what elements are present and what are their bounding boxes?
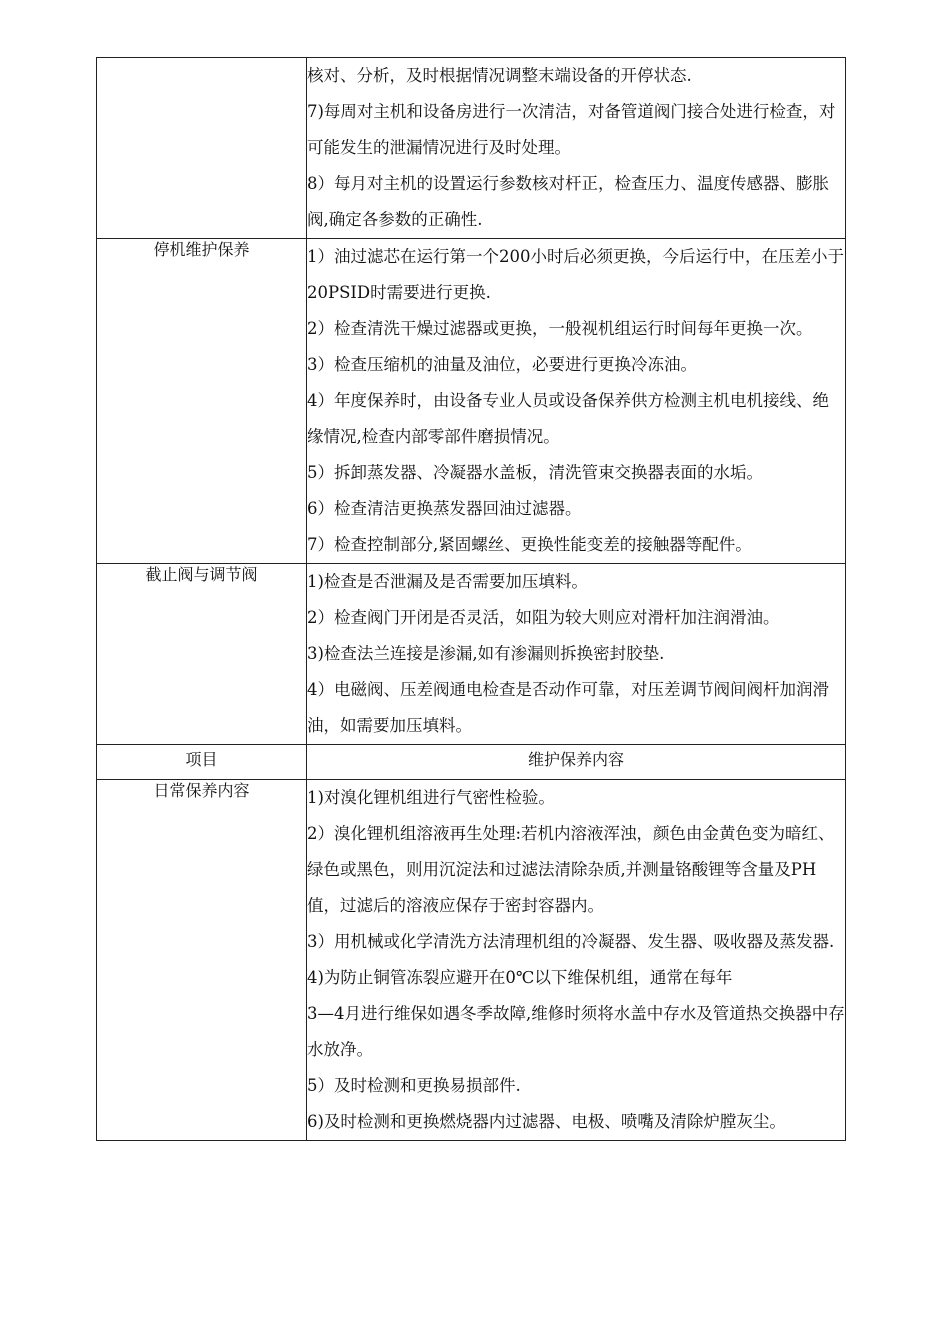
content-line: 1）油过滤芯在运行第一个200小时后必须更换，今后运行中，在压差小于20PSID时需要进行更换.: [307, 247, 844, 302]
content-line: 8）每月对主机的设置运行参数核对杆正，检查压力、温度传感器、膨胀阀,确定各参数的正确性.: [307, 174, 829, 229]
table-row: [97, 58, 846, 239]
content-line: 1)检查是否泄漏及是否需要加压填料。: [307, 572, 588, 591]
content-line: 3)检查法兰连接是渗漏,如有渗漏则拆换密封胶垫.: [307, 644, 665, 663]
content-line: 2）检查阀门开闭是否灵活，如阻为较大则应对滑杆加注润滑油。: [307, 608, 780, 627]
table-row: [97, 564, 846, 745]
table-row: [97, 780, 846, 1141]
content-line: 7)每周对主机和设备房进行一次清洁，对备管道阀门接合处进行检查，对可能发生的泄漏情况进行及时处理。: [307, 102, 836, 157]
item-cell: [97, 58, 307, 239]
content-cell: [307, 239, 846, 564]
item-cell: 截止阀与调节阀: [97, 564, 307, 745]
content-line: 1)对溴化锂机组进行气密性检验。: [307, 788, 555, 807]
content-cell: [307, 58, 846, 239]
content-line: 5）及时检测和更换易损部件.: [307, 1076, 521, 1095]
content-line: 4）电磁阀、压差阀通电检查是否动作可靠，对压差调节阀间阀杆加润滑油，如需要加压填料。: [307, 680, 829, 735]
content-line: 2）溴化锂机组溶液再生处理:若机内溶液浑浊，颜色由金黄色变为暗红、绿色或黑色，则用沉淀法和过滤法清除杂质,并测量铬酸锂等含量及PH值，过滤后的溶液应保存于密封容器内。: [307, 824, 835, 915]
table-header-row: [97, 745, 846, 780]
content-cell: [307, 564, 846, 745]
content-line: 6）检查清洁更换蒸发器回油过滤器。: [307, 499, 582, 518]
item-cell: 停机维护保养: [97, 239, 307, 564]
maintenance-table: [96, 57, 846, 1141]
table-row: [97, 239, 846, 564]
content-line: 3—4月进行维保如遇冬季故障,维修时须将水盖中存水及管道热交换器中存水放净。: [307, 1004, 845, 1059]
content-line: 2）检查清洗干燥过滤器或更换，一般视机组运行时间每年更换一次。: [307, 319, 813, 338]
content-cell: [307, 780, 846, 1141]
content-line: 7）检查控制部分,紧固螺丝、更换性能变差的接触器等配件。: [307, 535, 752, 554]
content-line: 4）年度保养时，由设备专业人员或设备保养供方检测主机电机接线、绝缘情况,检查内部零部件磨损情况。: [307, 391, 829, 446]
content-line: 4)为防止铜管冻裂应避开在0℃以下维保机组，通常在每年: [307, 968, 733, 987]
header-item: 项目: [97, 745, 307, 780]
content-line: 5）拆卸蒸发器、冷凝器水盖板，清洗管束交换器表面的水垢。: [307, 463, 763, 482]
content-line: 3）检查压缩机的油量及油位，必要进行更换冷冻油。: [307, 355, 697, 374]
item-cell: 日常保养内容: [97, 780, 307, 1141]
content-line: 3）用机械或化学清洗方法清理机组的冷凝器、发生器、吸收器及蒸发器.: [307, 932, 835, 951]
content-line: 6)及时检测和更换燃烧器内过滤器、电极、喷嘴及清除炉膛灰尘。: [307, 1112, 786, 1131]
content-line: 核对、分析，及时根据情况调整末端设备的开停状态.: [307, 66, 692, 85]
header-content: 维护保养内容: [307, 745, 846, 780]
